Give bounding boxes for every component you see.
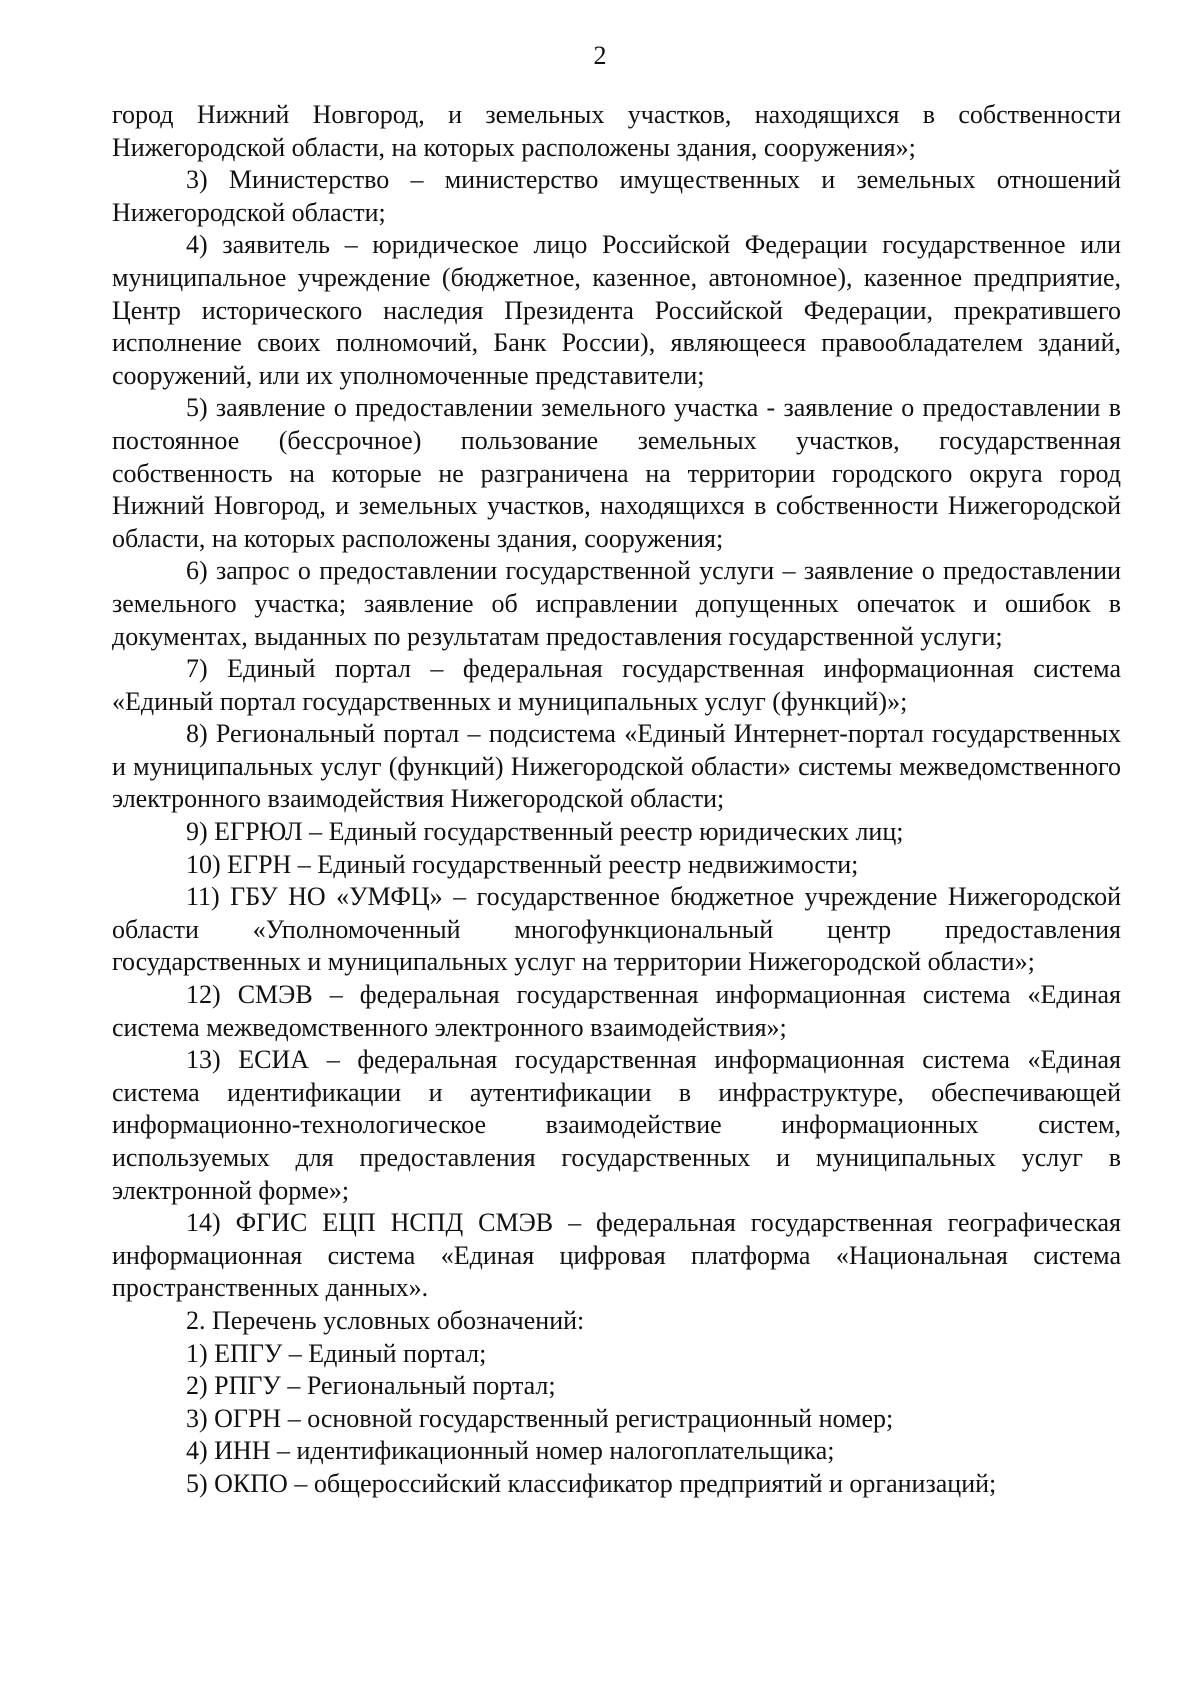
paragraph-definition-unified-portal: 7) Единый портал – федеральная государственная информационная система «Единый портал государственных и муниципальных услуг (функций)»; <box>112 654 1121 716</box>
paragraph-definition-applicant: 4) заявитель – юридическое лицо Российской Федерации государственное или муниципальное учреждение (бюджетное, казенное, автономное), казенное предприятие, Центр исторического наследия Президента Российской Федерации, прекратившего исполнение своих полномочий, Банк России), являющееся правообладателем зданий, сооружений, или их уполномоченные представители; <box>112 230 1121 390</box>
paragraph-definition-ministry: 3) Министерство – министерство имущественных и земельных отношений Нижегородской области; <box>112 165 1121 227</box>
paragraph-definition-egrn: 10) ЕГРН – Единый государственный реестр недвижимости; <box>186 849 859 879</box>
paragraph-continuation: город Нижний Новгород, и земельных участков, находящихся в собственности Нижегородской области, на которых расположены здания, сооружения»; <box>112 100 1121 162</box>
abbreviation-item: 5) ОКПО – общероссийский классификатор предприятий и организаций; <box>186 1468 997 1498</box>
abbreviation-item: 2) РПГУ – Региональный портал; <box>186 1371 556 1401</box>
page-number: 2 <box>593 41 607 70</box>
paragraph-definition-fgis: 14) ФГИС ЕЦП НСПД СМЭВ – федеральная государственная географическая информационная система «Единая цифровая платформа «Национальная система пространственных данных». <box>112 1208 1121 1303</box>
paragraph-definition-smev: 12) СМЭВ – федеральная государственная информационная система «Единая система межведомственного электронного взаимодействия»; <box>112 980 1121 1042</box>
document-body <box>112 99 1121 1501</box>
paragraph-definition-umfc: 11) ГБУ НО «УМФЦ» – государственное бюджетное учреждение Нижегородской области «Уполномоченный многофункциональный центр предоставления государственных и муниципальных услуг на территории Нижегородской области»; <box>112 882 1121 977</box>
abbreviation-item: 1) ЕПГУ – Единый портал; <box>186 1338 487 1368</box>
abbreviation-item: 3) ОГРН – основной государственный регистрационный номер; <box>186 1403 894 1433</box>
paragraph-definition-regional-portal: 8) Региональный портал – подсистема «Единый Интернет-портал государственных и муниципальных услуг (функций) Нижегородской области» системы межведомственного электронного взаимодействия Нижегородской области; <box>112 719 1121 814</box>
paragraph-definition-egrul: 9) ЕГРЮЛ – Единый государственный реестр юридических лиц; <box>186 817 904 847</box>
section-heading-abbreviations: 2. Перечень условных обозначений: <box>186 1305 585 1335</box>
paragraph-definition-esia: 13) ЕСИА – федеральная государственная информационная система «Единая система идентификации и аутентификации в инфраструктуре, обеспечивающей информационно-технологическое взаимодействие информационных систем, используемых для предоставления государственных и муниципальных услуг в электронной форме»; <box>112 1045 1121 1205</box>
abbreviation-item: 4) ИНН – идентификационный номер налогоплательщика; <box>186 1436 835 1466</box>
paragraph-definition-land-application: 5) заявление о предоставлении земельного участка - заявление о предоставлении в постоянное (бессрочное) пользование земельных участков, государственная собственность на которые не разграничена на территории городского округа город Нижний Новгород, и земельных участков, находящихся в собственности Нижегородской области, на которых расположены здания, сооружения; <box>112 393 1121 553</box>
paragraph-definition-service-request: 6) запрос о предоставлении государственной услуги – заявление о предоставлении земельного участка; заявление об исправлении допущенных опечаток и ошибок в документах, выданных по результатам предоставления государственной услуги; <box>112 556 1121 651</box>
